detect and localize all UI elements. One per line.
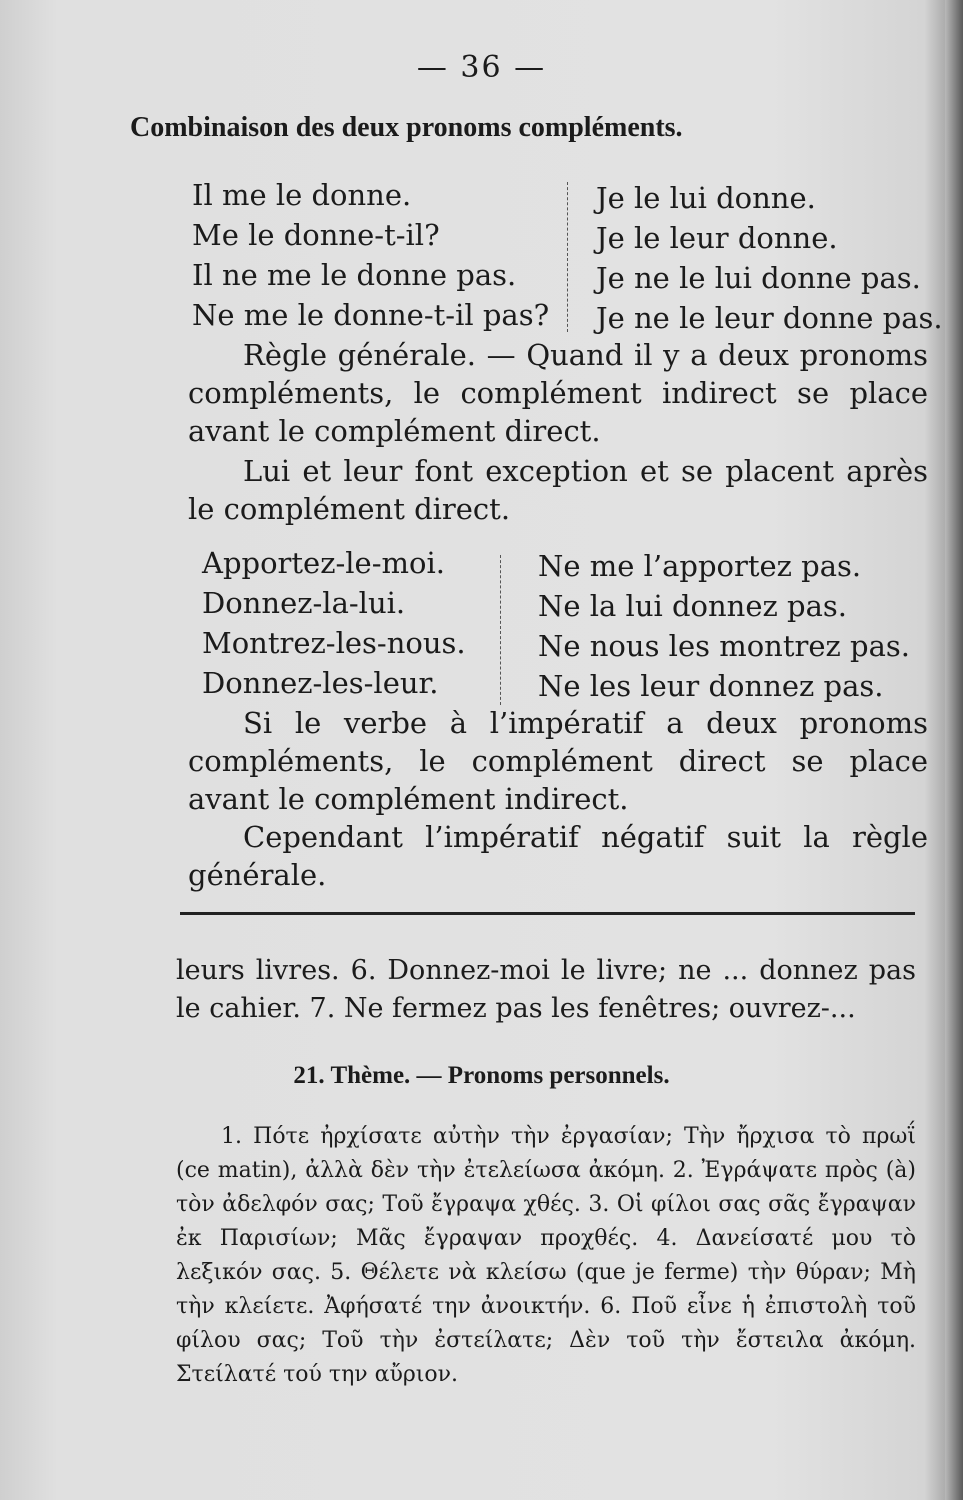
imperative-rule-paragraph [188,704,928,818]
general-rule-text: Règle générale. — Quand il y a deux pronoms compléments, le complément indirect se place avant le complément direct. [188,338,928,448]
table1-left-line: Il ne me le donne pas. [192,258,517,292]
table2-right-line: Ne les leur donnez pas. [538,669,884,703]
exercise-continuation: leurs livres. 6. Donnez-moi le livre; ne ... donnez pas le cahier. 7. Ne fermez pas les fenêtres; ouvrez-... [176,955,916,1024]
table2-left-line: Donnez-la-lui. [202,586,406,620]
table2-right-line: Ne la lui donnez pas. [538,589,847,623]
table1-left-line: Me le donne-t-il? [192,218,440,252]
table2-right-column [538,546,910,706]
section-title: Combinaison des deux pronoms compléments. [130,112,683,143]
table1-right-line: Je le leur donne. [596,221,838,255]
page-number: — 36 — [416,50,547,85]
table1-right-line: Je le lui donne. [596,181,816,215]
table1-right-column [596,178,943,338]
imperative-rule-text: Si le verbe à l’impératif a deux pronoms compléments, le complément direct se place avant le complément indirect. [188,706,928,816]
table1-left-column [192,175,549,335]
table1-right-line: Je ne le lui donne pas. [596,261,921,295]
page-edge-shadow [945,0,963,1500]
table2-divider [500,555,501,705]
table2-left-line: Montrez-les-nous. [202,626,466,660]
table2-left-line: Apportez-le-moi. [202,546,445,580]
negative-rule-paragraph [188,818,928,894]
table1-left-line: Ne me le donne-t-il pas? [192,298,550,332]
table2-right-line: Ne me l’apportez pas. [538,549,862,583]
table2-right-line: Ne nous les montrez pas. [538,629,910,663]
theme-title: 21. Thème. — Pronoms personnels. [293,1062,670,1089]
negative-rule-text: Cependant l’impératif négatif suit la règle générale. [188,820,928,892]
table1-left-line: Il me le donne. [192,178,412,212]
general-rule-paragraph [188,336,928,450]
table1-right-line: Je ne le leur donne pas. [596,301,943,335]
table1-divider [567,182,568,332]
exception-paragraph [188,452,928,528]
exception-text: Lui et leur font exception et se placent après le complément direct. [188,454,928,526]
table2-left-line: Donnez-les-leur. [202,666,439,700]
table2-left-column [202,543,466,703]
theme-greek-text: 1. Πότε ἠρχίσατε αὐτὴν τὴν ἐργασίαν; Τὴν ἤρχισα τὸ πρωΐ (ce matin), ἀλλὰ δὲν τὴν ἐτελείωσα ἀκόμη. 2. Ἐγράψατε πρὸς (à) τὸν ἀδελφόν σας; Τοῦ ἔγραψα χθές. 3. Οἱ φίλοι σας σᾶς ἔγραψαν ἐκ Παρισίων; Μᾶς ἔγραψαν προχθές. 4. Δανείσατέ μου τὸ λεξικόν σας. 5. Θέλετε νὰ κλείσω (que je ferme) τὴν θύραν; Μὴ τὴν κλείετε. Ἀφήσατέ την ἀνοικτήν. 6. Ποῦ εἶνε ἡ ἐπιστολὴ τοῦ φίλου σας; Τοῦ τὴν ἐστείλατε; Δὲν τοῦ τὴν ἔστειλα ἀκόμη. Στείλατέ τού την αὔριον. [176,1124,916,1387]
section-divider [180,912,915,915]
